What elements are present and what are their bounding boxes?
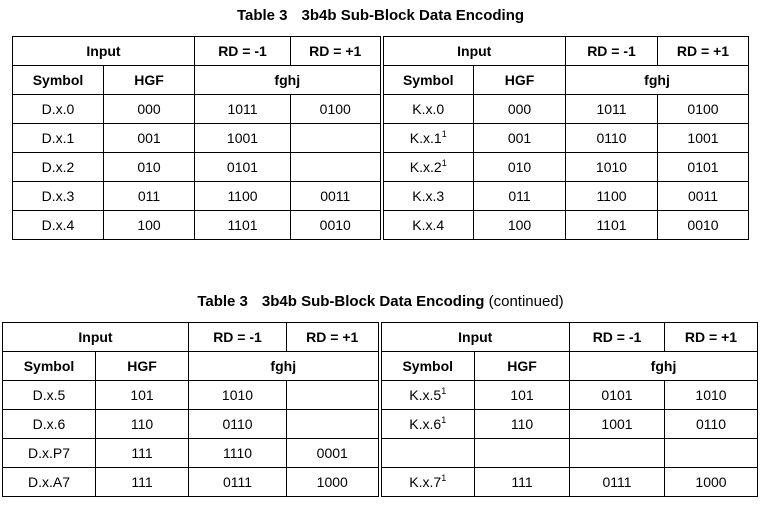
k-symbol-cell [382,182,474,211]
d-rd-pos-cell [291,153,382,182]
header-row-groups [3,323,758,352]
caption-continued: (continued) [488,293,564,310]
header-symbol: Symbol [13,66,104,95]
header-rd-pos: RD = +1 [291,37,382,66]
d-hgf-cell: 010 [104,153,195,182]
caption-number: Table 3 [197,293,248,310]
d-hgf-cell: 100 [104,211,195,240]
table-row [3,410,758,439]
k-rd-neg-cell: 1010 [566,153,658,182]
k-symbol-cell [382,153,474,182]
header-rd-pos: RD = +1 [287,323,380,352]
header-hgf: HGF [96,352,189,381]
k-hgf-cell: 011 [474,182,566,211]
d-symbol-cell: D.x.6 [3,410,96,439]
table-row [3,439,758,468]
d-rd-pos-cell [287,410,380,439]
header-input: Input [3,323,189,352]
d-hgf-cell: 111 [96,439,189,468]
k-rd-pos-cell: 0010 [658,211,749,240]
header-input: Input [13,37,195,66]
header-rd-neg: RD = -1 [570,323,665,352]
header-symbol: Symbol [382,66,474,95]
table-row [13,182,749,211]
d-rd-neg-cell: 1001 [195,124,291,153]
k-rd-pos-cell: 0011 [658,182,749,211]
k-rd-neg-cell: 0110 [566,124,658,153]
table-row [3,381,758,410]
header-row-columns [3,352,758,381]
k-hgf-cell: 110 [475,410,570,439]
d-rd-neg-cell: 1101 [195,211,291,240]
d-rd-neg-cell: 1110 [189,439,287,468]
d-rd-neg-cell: 1011 [195,95,291,124]
footnote-marker: 1 [441,473,447,483]
k-rd-neg-cell: 1101 [566,211,658,240]
d-rd-neg-cell: 1100 [195,182,291,211]
d-symbol-cell: D.x.4 [13,211,104,240]
header-fghj: fghj [566,66,749,95]
k-rd-neg-cell: 1100 [566,182,658,211]
k-symbol-cell [380,381,475,410]
d-symbol-cell: D.x.3 [13,182,104,211]
d-rd-neg-cell: 1010 [189,381,287,410]
k-symbol-cell [380,468,475,497]
header-input: Input [382,37,566,66]
d-symbol-cell: D.x.A7 [3,468,96,497]
header-hgf: HGF [104,66,195,95]
table-caption [0,293,761,310]
k-symbol-text: K.x.3 [412,188,445,204]
header-row-columns [13,66,749,95]
k-symbol-text: K.x.0 [412,101,445,117]
encoding-table [12,36,749,240]
header-rd-neg: RD = -1 [195,37,291,66]
d-hgf-cell: 111 [96,468,189,497]
table-row [13,124,749,153]
d-rd-pos-cell [291,124,382,153]
encoding-table-continued [2,322,758,497]
k-symbol-text: K.x.6 [409,416,442,432]
footnote-marker: 1 [441,386,447,396]
table-row [13,95,749,124]
header-symbol: Symbol [380,352,475,381]
footnote-marker: 1 [441,415,447,425]
d-rd-pos-cell: 0100 [291,95,382,124]
table-row [13,153,749,182]
d-rd-neg-cell: 0101 [195,153,291,182]
header-hgf: HGF [474,66,566,95]
k-rd-pos-cell [665,439,758,468]
d-rd-pos-cell: 0011 [291,182,382,211]
table-row [3,468,758,497]
k-rd-neg-cell [570,439,665,468]
d-symbol-cell: D.x.5 [3,381,96,410]
header-hgf: HGF [475,352,570,381]
k-symbol-cell [380,410,475,439]
k-symbol-text: K.x.5 [409,387,442,403]
header-rd-pos: RD = +1 [658,37,749,66]
k-rd-pos-cell: 0101 [658,153,749,182]
header-rd-neg: RD = -1 [566,37,658,66]
d-hgf-cell: 000 [104,95,195,124]
header-input: Input [380,323,570,352]
k-hgf-cell: 010 [474,153,566,182]
footnote-marker: 1 [441,129,447,139]
d-hgf-cell: 110 [96,410,189,439]
k-hgf-cell: 000 [474,95,566,124]
d-hgf-cell: 011 [104,182,195,211]
d-rd-neg-cell: 0110 [189,410,287,439]
k-symbol-cell [382,124,474,153]
k-hgf-cell: 100 [474,211,566,240]
k-rd-neg-cell: 0111 [570,468,665,497]
d-rd-pos-cell: 0010 [291,211,382,240]
d-rd-pos-cell: 1000 [287,468,380,497]
k-rd-pos-cell: 1000 [665,468,758,497]
d-rd-pos-cell: 0001 [287,439,380,468]
header-rd-neg: RD = -1 [189,323,287,352]
k-symbol-text: K.x.4 [412,217,445,233]
k-rd-pos-cell: 1010 [665,381,758,410]
d-hgf-cell: 001 [104,124,195,153]
k-hgf-cell: 101 [475,381,570,410]
header-fghj: fghj [570,352,758,381]
k-rd-neg-cell: 0101 [570,381,665,410]
k-rd-pos-cell: 0110 [665,410,758,439]
k-symbol-cell [382,95,474,124]
k-symbol-text: K.x.2 [409,159,442,175]
d-hgf-cell: 101 [96,381,189,410]
k-symbol-cell [380,439,475,468]
k-symbol-cell [382,211,474,240]
table-caption [0,7,761,24]
k-rd-neg-cell: 1001 [570,410,665,439]
k-symbol-text: K.x.1 [409,130,442,146]
k-rd-neg-cell: 1011 [566,95,658,124]
footnote-marker: 1 [441,158,447,168]
header-symbol: Symbol [3,352,96,381]
caption-number: Table 3 [236,7,288,24]
k-rd-pos-cell: 0100 [658,95,749,124]
d-symbol-cell: D.x.1 [13,124,104,153]
d-symbol-cell: D.x.P7 [3,439,96,468]
header-rd-pos: RD = +1 [665,323,758,352]
header-fghj: fghj [189,352,380,381]
d-rd-neg-cell: 0111 [189,468,287,497]
header-fghj: fghj [195,66,382,95]
k-symbol-text: K.x.7 [409,474,442,490]
k-hgf-cell: 001 [474,124,566,153]
d-symbol-cell: D.x.2 [13,153,104,182]
k-hgf-cell: 111 [475,468,570,497]
k-rd-pos-cell: 1001 [658,124,749,153]
d-symbol-cell: D.x.0 [13,95,104,124]
caption-title: 3b4b Sub-Block Data Encoding [261,293,485,310]
table-row [13,211,749,240]
caption-title: 3b4b Sub-Block Data Encoding [301,7,525,24]
k-hgf-cell [475,439,570,468]
d-rd-pos-cell [287,381,380,410]
header-row-groups [13,37,749,66]
